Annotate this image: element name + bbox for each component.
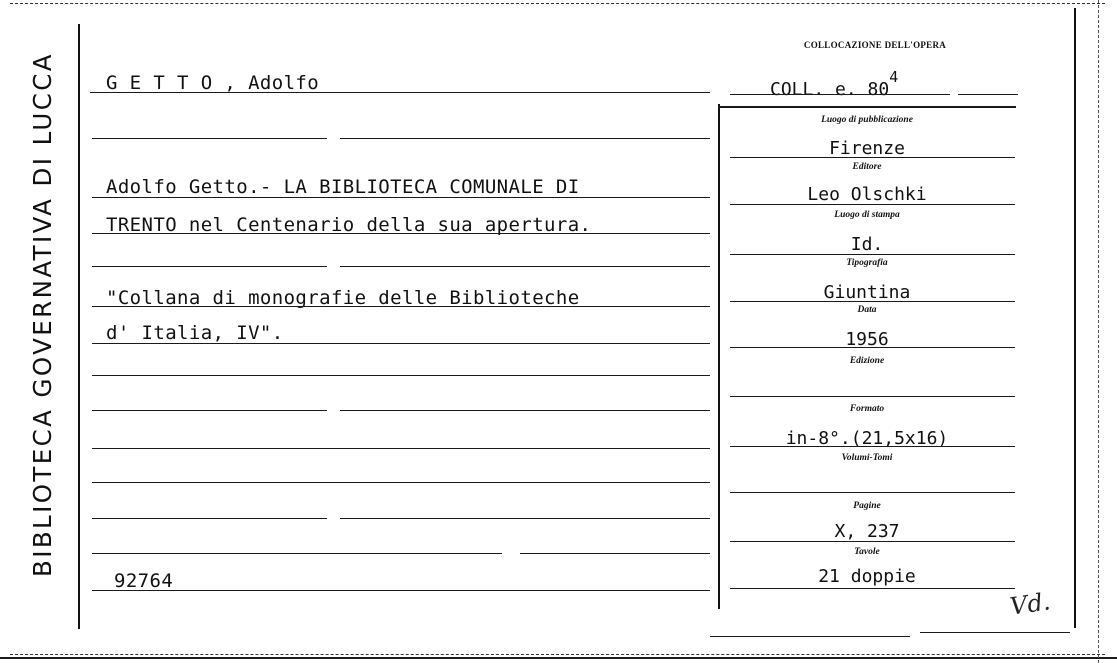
rule [730,204,1015,205]
rule [730,301,1015,302]
rule [730,588,1015,589]
collocation-value [770,68,899,100]
value-editore: Leo Olschki [807,184,927,205]
label-tavole: Tavole [854,547,880,557]
rule [730,541,1015,542]
rule [340,410,710,411]
rule [92,197,710,198]
rule [92,306,710,307]
handwritten-initials: Vd. [1008,587,1053,621]
rule [730,94,950,95]
rule [730,157,1015,158]
rule [730,254,1015,255]
rule [710,636,910,637]
rule [92,482,710,483]
value-luogo-stampa: Id. [850,234,884,255]
value-luogo-pubblicazione: Firenze [829,138,905,159]
rule [520,553,710,554]
inventory-number: 92764 [114,570,174,592]
value-tipografia: Giuntina [823,282,911,303]
rule [920,632,1070,633]
rule [92,410,327,411]
panel-top-rule [718,106,1016,108]
rule-author [90,92,710,93]
rule [958,94,1018,95]
body-line-4: d' Italia, IV". [106,322,284,344]
rule [730,396,1015,397]
bottom-border [10,654,1105,655]
label-luogo-pubblicazione: Luogo di pubblicazione [821,115,913,125]
body-line-2: TRENTO nel Centenario della sua apertura. [106,214,592,236]
label-editore: Editore [852,162,882,172]
rule [92,553,502,554]
label-volumi-tomi: Volumi-Tomi [841,453,893,463]
rule [92,266,327,267]
label-tipografia: Tipografia [846,258,888,268]
label-pagine: Pagine [853,501,881,511]
label-data: Data [857,305,877,315]
rule [92,590,710,591]
value-formato: in-8°.(21,5x16) [785,428,949,449]
rule [92,518,327,519]
right-border [1074,8,1076,628]
left-margin-rule [78,24,80,629]
label-edizione: Edizione [849,356,885,366]
top-border [10,3,1105,4]
rule [92,343,710,344]
label-formato: Formato [849,404,885,414]
rule [340,138,710,139]
collocation-shelfmark: COLL. e. 80 [770,79,890,100]
value-tavole: 21 doppie [818,566,916,587]
library-name: BIBLIOTECA GOVERNATIVA DI LUCCA [28,52,57,578]
value-pagine: X, 237 [834,521,900,542]
rule [340,266,710,267]
rule [730,446,1015,447]
author-name: G E T T O , Adolfo [106,72,320,94]
collocation-label: COLLOCAZIONE DELL'OPERA [803,40,947,50]
rule [340,518,710,519]
rule [730,347,1015,348]
rule [92,138,327,139]
panel-divider [718,104,720,609]
right-edge [1098,0,1099,663]
rule [92,448,710,449]
collocation-superscript: 4 [889,68,899,86]
bottom-edge [0,657,1117,659]
body-line-1: Adolfo Getto.- LA BIBLIOTECA COMUNALE DI [106,176,580,198]
value-data: 1956 [845,329,889,350]
rule [730,492,1015,493]
label-luogo-stampa: Luogo di stampa [834,210,900,220]
body-line-3: "Collana di monografie delle Biblioteche [106,287,580,309]
rule [92,375,710,376]
rule [92,233,710,234]
